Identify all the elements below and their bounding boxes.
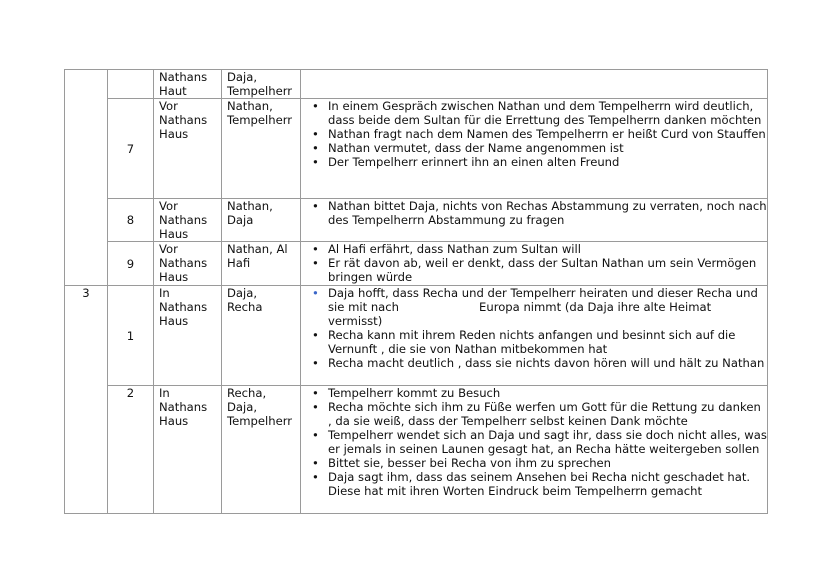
events-cell (301, 242, 768, 286)
place-cell: Vor Nathans Haus (154, 99, 222, 199)
table-row (65, 99, 768, 199)
persons-cell: Daja, Recha (222, 286, 301, 386)
list-item: • Nathan bittet Daja, nichts von Rechas Abstammung zu verraten, noch nach des Tempelherrn Abstammung zu fragen (328, 199, 767, 227)
list-item: • Al Hafi erfährt, dass Nathan zum Sultan will (328, 242, 767, 256)
table-row (65, 386, 768, 514)
list-item: • In einem Gespräch zwischen Nathan und dem Tempelherrn wird deutlich, dass beide dem Sultan für die Errettung des Tempelherrn danken möchten (328, 99, 767, 127)
persons-cell: Nathan, Al Hafi (222, 242, 301, 286)
act-number: 3 (65, 286, 108, 514)
list-item: • Recha kann mit ihrem Reden nichts anfangen und besinnt sich auf die Vernunft , die sie von Nathan mitbekommen hat (328, 328, 767, 356)
table-row (65, 242, 768, 286)
list-item: • Bittet sie, besser bei Recha von ihm zu sprechen (328, 456, 767, 470)
place-cell: Vor Nathans Haus (154, 199, 222, 242)
list-item: • Daja sagt ihm, dass das seinem Ansehen bei Recha nicht geschadet hat. Diese hat mit ihren Worten Eindruck beim Tempelherrn gemacht (328, 470, 767, 498)
table-row (65, 199, 768, 242)
scene-number: 1 (108, 286, 154, 386)
table-row (65, 70, 768, 99)
table-row (65, 286, 768, 386)
persons-cell: Nathan, Daja (222, 199, 301, 242)
scene-table (64, 69, 768, 514)
events-cell (301, 286, 768, 386)
place-cell: Vor Nathans Haus (154, 242, 222, 286)
list-item: • Er rät davon ab, weil er denkt, dass der Sultan Nathan um sein Vermögen bringen würde (328, 256, 767, 284)
list-item: • Nathan fragt nach dem Namen des Tempelherrn er heißt Curd von Stauffen (328, 127, 767, 141)
persons-cell: Recha, Daja, Tempelherr (222, 386, 301, 514)
persons-cell: Nathan, Tempelherr (222, 99, 301, 199)
events-cell (301, 386, 768, 514)
events-cell (301, 199, 768, 242)
scene-number: 8 (108, 199, 154, 242)
place-cell: In Nathans Haus (154, 386, 222, 514)
place-cell: Nathans Haut (154, 70, 222, 99)
persons-cell: Daja, Tempelherr (222, 70, 301, 99)
act-cell (65, 70, 108, 286)
list-item: • Recha macht deutlich , dass sie nichts davon hören will und hält zu Nathan (328, 356, 767, 370)
scene-number: 7 (108, 99, 154, 199)
events-cell (301, 70, 768, 99)
scene-number (108, 70, 154, 99)
events-cell (301, 99, 768, 199)
list-item: • Tempelherr kommt zu Besuch (328, 386, 767, 400)
list-item: • Tempelherr wendet sich an Daja und sagt ihr, dass sie doch nicht alles, was er jemals in seinen Launen gesagt hat, an Recha hätte weitergeben sollen (328, 428, 767, 456)
scene-number: 2 (108, 386, 154, 514)
list-item: • Nathan vermutet, dass der Name angenommen ist (328, 141, 767, 155)
scene-number: 9 (108, 242, 154, 286)
place-cell: In Nathans Haus (154, 286, 222, 386)
list-item: • Daja hofft, dass Recha und der Tempelherr heiraten und dieser Recha und sie mit nach Europa nimmt (da Daja ihre alte Heimat vermisst) (328, 286, 767, 328)
list-item: • Der Tempelherr erinnert ihn an einen alten Freund (328, 155, 767, 169)
list-item: • Recha möchte sich ihm zu Füße werfen um Gott für die Rettung zu danken , da sie weiß, dass der Tempelherr selbst keinen Dank möchte (328, 400, 767, 428)
